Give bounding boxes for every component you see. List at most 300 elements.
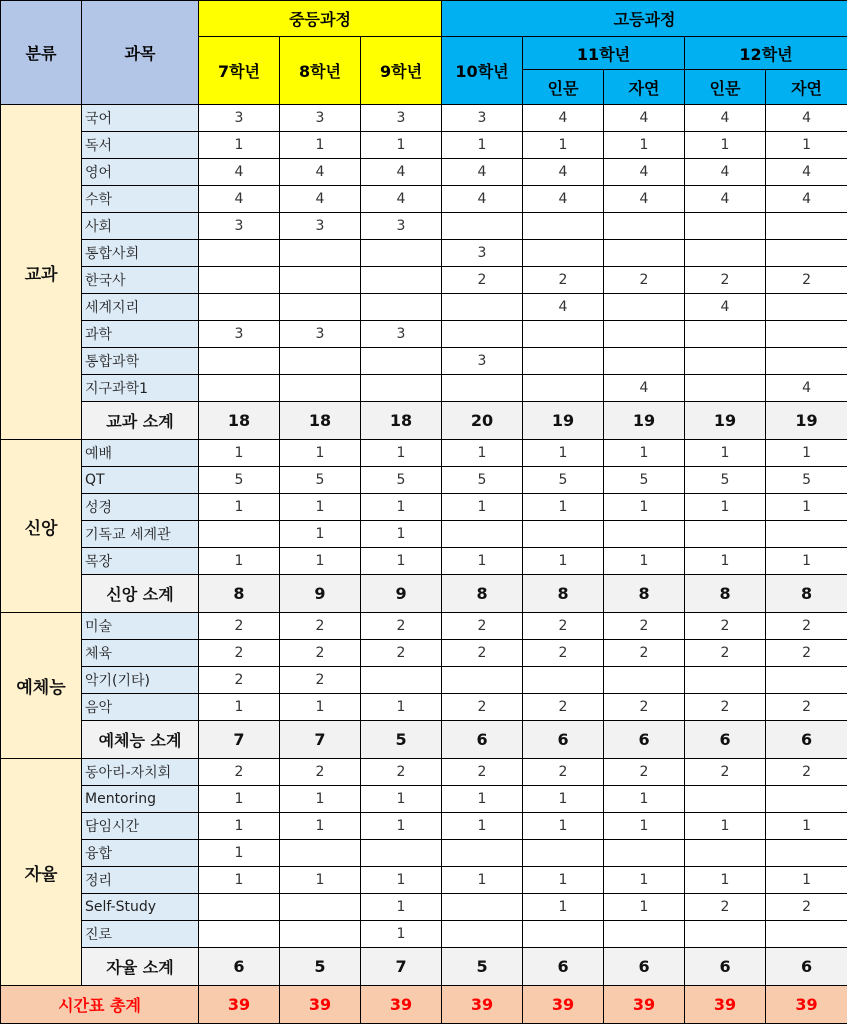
hours-cell: 1 bbox=[604, 132, 685, 159]
hours-cell bbox=[523, 521, 604, 548]
subject-cell: 통합사회 bbox=[82, 240, 199, 267]
hours-cell: 1 bbox=[523, 548, 604, 575]
hours-cell: 1 bbox=[280, 548, 361, 575]
hours-cell: 1 bbox=[685, 440, 766, 467]
hours-cell: 2 bbox=[442, 267, 523, 294]
hours-cell: 2 bbox=[280, 640, 361, 667]
hours-cell: 1 bbox=[442, 440, 523, 467]
subject-header: 과목 bbox=[82, 1, 199, 105]
hours-cell bbox=[199, 348, 280, 375]
table-row bbox=[1, 213, 847, 240]
hours-cell: 1 bbox=[199, 867, 280, 894]
subject-cell: 체육 bbox=[82, 640, 199, 667]
hours-cell: 1 bbox=[199, 786, 280, 813]
hours-cell bbox=[199, 921, 280, 948]
subtotal-label: 신앙 소계 bbox=[82, 575, 199, 613]
hours-cell bbox=[199, 521, 280, 548]
hours-cell bbox=[766, 667, 847, 694]
hours-cell: 1 bbox=[280, 867, 361, 894]
hours-cell: 4 bbox=[280, 159, 361, 186]
subtotal-cell: 18 bbox=[280, 402, 361, 440]
hours-cell bbox=[280, 267, 361, 294]
hours-cell: 1 bbox=[604, 813, 685, 840]
hours-cell bbox=[442, 840, 523, 867]
hours-cell bbox=[280, 894, 361, 921]
hours-cell: 2 bbox=[685, 694, 766, 721]
hours-cell: 4 bbox=[604, 105, 685, 132]
hours-cell: 1 bbox=[361, 894, 442, 921]
hours-cell: 3 bbox=[361, 321, 442, 348]
hours-cell: 1 bbox=[280, 494, 361, 521]
hours-cell: 4 bbox=[604, 159, 685, 186]
hours-cell: 1 bbox=[199, 440, 280, 467]
hours-cell: 4 bbox=[766, 186, 847, 213]
hours-cell bbox=[361, 348, 442, 375]
hours-cell: 2 bbox=[199, 613, 280, 640]
subject-cell: 세계지리 bbox=[82, 294, 199, 321]
hours-cell: 1 bbox=[604, 548, 685, 575]
hours-cell: 1 bbox=[361, 132, 442, 159]
hours-cell: 5 bbox=[766, 467, 847, 494]
hours-cell: 2 bbox=[685, 894, 766, 921]
table-row bbox=[1, 159, 847, 186]
hours-cell: 1 bbox=[685, 132, 766, 159]
hours-cell bbox=[361, 240, 442, 267]
table-row bbox=[1, 440, 847, 467]
hours-cell bbox=[361, 840, 442, 867]
hours-cell bbox=[604, 667, 685, 694]
subtotal-cell: 6 bbox=[442, 721, 523, 759]
subtotal-cell: 19 bbox=[685, 402, 766, 440]
hours-cell bbox=[523, 321, 604, 348]
hours-cell: 1 bbox=[199, 494, 280, 521]
subject-cell: 담임시간 bbox=[82, 813, 199, 840]
hours-cell: 1 bbox=[523, 894, 604, 921]
hours-cell: 1 bbox=[523, 867, 604, 894]
hours-cell: 1 bbox=[280, 694, 361, 721]
hours-cell: 2 bbox=[523, 613, 604, 640]
hours-cell: 3 bbox=[361, 213, 442, 240]
hours-cell bbox=[361, 667, 442, 694]
subtotal-cell: 6 bbox=[604, 948, 685, 986]
hours-cell: 5 bbox=[523, 467, 604, 494]
subtotal-cell: 7 bbox=[280, 721, 361, 759]
hours-cell: 4 bbox=[442, 186, 523, 213]
hours-cell bbox=[523, 840, 604, 867]
table-row bbox=[1, 921, 847, 948]
table-row bbox=[1, 348, 847, 375]
hours-cell: 4 bbox=[685, 159, 766, 186]
hours-cell bbox=[604, 521, 685, 548]
subject-cell: Self-Study bbox=[82, 894, 199, 921]
table-row bbox=[1, 467, 847, 494]
table-row bbox=[1, 813, 847, 840]
hours-cell bbox=[280, 921, 361, 948]
hours-cell: 1 bbox=[361, 813, 442, 840]
grade-11-science-header: 자연 bbox=[604, 70, 685, 105]
hours-cell: 2 bbox=[361, 759, 442, 786]
hours-cell: 1 bbox=[604, 440, 685, 467]
hours-cell bbox=[280, 348, 361, 375]
hours-cell: 2 bbox=[604, 267, 685, 294]
hours-cell: 1 bbox=[442, 494, 523, 521]
hours-cell: 5 bbox=[199, 467, 280, 494]
hours-cell: 4 bbox=[280, 186, 361, 213]
subject-cell: 악기(기타) bbox=[82, 667, 199, 694]
subtotal-row bbox=[1, 402, 847, 440]
subject-cell: 통합과학 bbox=[82, 348, 199, 375]
hours-cell: 4 bbox=[523, 294, 604, 321]
hours-cell: 1 bbox=[766, 813, 847, 840]
hours-cell: 2 bbox=[280, 759, 361, 786]
hours-cell bbox=[766, 321, 847, 348]
hours-cell: 1 bbox=[199, 132, 280, 159]
hours-cell: 2 bbox=[523, 694, 604, 721]
hours-cell: 2 bbox=[199, 640, 280, 667]
subject-cell: 영어 bbox=[82, 159, 199, 186]
subject-cell: 성경 bbox=[82, 494, 199, 521]
table-row bbox=[1, 375, 847, 402]
hours-cell: 1 bbox=[766, 494, 847, 521]
hours-cell: 4 bbox=[361, 186, 442, 213]
hours-cell: 1 bbox=[523, 786, 604, 813]
subtotal-row bbox=[1, 948, 847, 986]
hours-cell: 2 bbox=[280, 667, 361, 694]
grade-9-header: 9학년 bbox=[361, 37, 442, 105]
subtotal-cell: 6 bbox=[766, 948, 847, 986]
hours-cell bbox=[604, 213, 685, 240]
hours-cell bbox=[604, 321, 685, 348]
hours-cell: 2 bbox=[604, 759, 685, 786]
hours-cell bbox=[523, 240, 604, 267]
subject-cell: 음악 bbox=[82, 694, 199, 721]
subtotal-cell: 8 bbox=[199, 575, 280, 613]
total-row bbox=[1, 986, 847, 1024]
hours-cell bbox=[685, 240, 766, 267]
hours-cell: 1 bbox=[280, 786, 361, 813]
grade-10-header: 10학년 bbox=[442, 37, 523, 105]
hours-cell: 1 bbox=[361, 921, 442, 948]
high-course-header: 고등과정 bbox=[442, 1, 847, 37]
hours-cell: 1 bbox=[361, 494, 442, 521]
hours-cell: 2 bbox=[199, 667, 280, 694]
hours-cell: 1 bbox=[523, 494, 604, 521]
hours-cell: 1 bbox=[361, 694, 442, 721]
hours-cell bbox=[280, 840, 361, 867]
subject-cell: Mentoring bbox=[82, 786, 199, 813]
hours-cell bbox=[685, 667, 766, 694]
hours-cell bbox=[685, 348, 766, 375]
grade-12-science-header: 자연 bbox=[766, 70, 847, 105]
hours-cell: 5 bbox=[604, 467, 685, 494]
hours-cell bbox=[685, 840, 766, 867]
subtotal-cell: 19 bbox=[523, 402, 604, 440]
subject-cell: 미술 bbox=[82, 613, 199, 640]
subject-cell: 한국사 bbox=[82, 267, 199, 294]
subject-cell: 동아리-자치회 bbox=[82, 759, 199, 786]
hours-cell: 1 bbox=[280, 521, 361, 548]
subtotal-cell: 8 bbox=[442, 575, 523, 613]
hours-cell bbox=[361, 267, 442, 294]
hours-cell bbox=[766, 213, 847, 240]
hours-cell: 1 bbox=[523, 132, 604, 159]
table-row bbox=[1, 667, 847, 694]
hours-cell bbox=[604, 921, 685, 948]
hours-cell: 4 bbox=[199, 159, 280, 186]
hours-cell: 1 bbox=[523, 813, 604, 840]
hours-cell: 1 bbox=[604, 894, 685, 921]
subject-cell: 진로 bbox=[82, 921, 199, 948]
hours-cell: 2 bbox=[766, 759, 847, 786]
hours-cell: 5 bbox=[280, 467, 361, 494]
subtotal-cell: 5 bbox=[442, 948, 523, 986]
hours-cell bbox=[442, 894, 523, 921]
subject-cell: 융합 bbox=[82, 840, 199, 867]
hours-cell: 4 bbox=[604, 375, 685, 402]
hours-cell: 4 bbox=[361, 159, 442, 186]
hours-cell: 2 bbox=[523, 267, 604, 294]
table-row bbox=[1, 186, 847, 213]
grade-11-header: 11학년 bbox=[523, 37, 685, 70]
hours-cell: 2 bbox=[442, 640, 523, 667]
hours-cell: 2 bbox=[199, 759, 280, 786]
hours-cell bbox=[280, 294, 361, 321]
subtotal-label: 예체능 소계 bbox=[82, 721, 199, 759]
subtotal-cell: 6 bbox=[199, 948, 280, 986]
table-row bbox=[1, 786, 847, 813]
hours-cell bbox=[199, 267, 280, 294]
hours-cell: 3 bbox=[280, 321, 361, 348]
category-header: 분류 bbox=[1, 1, 82, 105]
hours-cell bbox=[604, 240, 685, 267]
hours-cell: 1 bbox=[280, 132, 361, 159]
table-row bbox=[1, 759, 847, 786]
category-cell: 예체능 bbox=[1, 613, 82, 759]
hours-cell: 3 bbox=[361, 105, 442, 132]
hours-cell: 2 bbox=[442, 613, 523, 640]
hours-cell bbox=[199, 240, 280, 267]
hours-cell bbox=[766, 921, 847, 948]
subtotal-cell: 19 bbox=[766, 402, 847, 440]
hours-cell: 4 bbox=[685, 294, 766, 321]
hours-cell bbox=[280, 375, 361, 402]
subtotal-cell: 6 bbox=[766, 721, 847, 759]
subtotal-cell: 7 bbox=[361, 948, 442, 986]
hours-cell: 5 bbox=[442, 467, 523, 494]
table-row bbox=[1, 132, 847, 159]
hours-cell: 5 bbox=[685, 467, 766, 494]
table-row bbox=[1, 840, 847, 867]
total-cell: 39 bbox=[604, 986, 685, 1024]
total-cell: 39 bbox=[442, 986, 523, 1024]
subject-cell: 사회 bbox=[82, 213, 199, 240]
hours-cell: 1 bbox=[766, 440, 847, 467]
hours-cell bbox=[604, 294, 685, 321]
hours-cell: 2 bbox=[766, 267, 847, 294]
hours-cell: 1 bbox=[199, 840, 280, 867]
subject-cell: 목장 bbox=[82, 548, 199, 575]
hours-cell: 1 bbox=[604, 867, 685, 894]
hours-cell bbox=[442, 375, 523, 402]
hours-cell: 2 bbox=[766, 694, 847, 721]
category-cell: 자율 bbox=[1, 759, 82, 986]
hours-cell: 2 bbox=[685, 759, 766, 786]
hours-cell: 3 bbox=[442, 105, 523, 132]
hours-cell: 4 bbox=[685, 105, 766, 132]
grade-8-header: 8학년 bbox=[280, 37, 361, 105]
subtotal-cell: 6 bbox=[685, 721, 766, 759]
subtotal-cell: 18 bbox=[199, 402, 280, 440]
hours-cell bbox=[523, 921, 604, 948]
middle-course-header: 중등과정 bbox=[199, 1, 442, 37]
hours-cell bbox=[442, 667, 523, 694]
total-cell: 39 bbox=[280, 986, 361, 1024]
hours-cell: 2 bbox=[766, 640, 847, 667]
hours-cell bbox=[199, 294, 280, 321]
hours-cell: 1 bbox=[361, 786, 442, 813]
subtotal-cell: 8 bbox=[604, 575, 685, 613]
hours-cell: 1 bbox=[442, 813, 523, 840]
table-header bbox=[1, 1, 847, 105]
hours-cell: 1 bbox=[685, 548, 766, 575]
hours-cell bbox=[523, 375, 604, 402]
subtotal-cell: 8 bbox=[523, 575, 604, 613]
subject-cell: 지구과학1 bbox=[82, 375, 199, 402]
hours-cell bbox=[442, 521, 523, 548]
hours-cell: 3 bbox=[199, 321, 280, 348]
subtotal-cell: 20 bbox=[442, 402, 523, 440]
hours-cell: 2 bbox=[766, 894, 847, 921]
hours-cell bbox=[442, 213, 523, 240]
hours-cell: 3 bbox=[199, 105, 280, 132]
table-row bbox=[1, 105, 847, 132]
total-cell: 39 bbox=[685, 986, 766, 1024]
subject-cell: 수학 bbox=[82, 186, 199, 213]
hours-cell bbox=[604, 348, 685, 375]
hours-cell: 1 bbox=[604, 786, 685, 813]
subtotal-cell: 5 bbox=[361, 721, 442, 759]
hours-cell: 3 bbox=[442, 240, 523, 267]
hours-cell: 1 bbox=[442, 548, 523, 575]
subtotal-cell: 9 bbox=[361, 575, 442, 613]
hours-cell bbox=[523, 213, 604, 240]
hours-cell bbox=[766, 521, 847, 548]
hours-cell: 4 bbox=[685, 186, 766, 213]
table-row bbox=[1, 894, 847, 921]
hours-cell: 2 bbox=[523, 759, 604, 786]
hours-cell: 1 bbox=[361, 867, 442, 894]
hours-cell bbox=[523, 667, 604, 694]
hours-cell bbox=[685, 213, 766, 240]
hours-cell bbox=[766, 786, 847, 813]
hours-cell: 2 bbox=[361, 613, 442, 640]
hours-cell bbox=[766, 294, 847, 321]
hours-cell: 2 bbox=[685, 613, 766, 640]
hours-cell bbox=[685, 521, 766, 548]
hours-cell: 2 bbox=[766, 613, 847, 640]
hours-cell: 1 bbox=[361, 548, 442, 575]
hours-cell: 2 bbox=[442, 694, 523, 721]
subtotal-cell: 6 bbox=[523, 721, 604, 759]
table-row bbox=[1, 521, 847, 548]
hours-cell: 4 bbox=[199, 186, 280, 213]
hours-cell: 1 bbox=[766, 132, 847, 159]
hours-cell: 1 bbox=[280, 813, 361, 840]
table-row bbox=[1, 240, 847, 267]
subtotal-label: 자율 소계 bbox=[82, 948, 199, 986]
hours-cell bbox=[442, 921, 523, 948]
subject-cell: 예배 bbox=[82, 440, 199, 467]
hours-cell: 1 bbox=[604, 494, 685, 521]
grade-7-header: 7학년 bbox=[199, 37, 280, 105]
hours-cell: 4 bbox=[766, 375, 847, 402]
table-row bbox=[1, 321, 847, 348]
table-row bbox=[1, 867, 847, 894]
subtotal-label: 교과 소계 bbox=[82, 402, 199, 440]
subject-cell: 국어 bbox=[82, 105, 199, 132]
hours-cell: 1 bbox=[685, 494, 766, 521]
hours-cell: 4 bbox=[523, 186, 604, 213]
subject-cell: 기독교 세계관 bbox=[82, 521, 199, 548]
hours-cell: 4 bbox=[766, 105, 847, 132]
category-cell: 교과 bbox=[1, 105, 82, 440]
subject-cell: QT bbox=[82, 467, 199, 494]
hours-cell: 1 bbox=[442, 867, 523, 894]
table-body bbox=[1, 105, 847, 1024]
hours-cell: 4 bbox=[523, 105, 604, 132]
hours-cell: 2 bbox=[604, 640, 685, 667]
hours-cell: 1 bbox=[199, 548, 280, 575]
subtotal-cell: 18 bbox=[361, 402, 442, 440]
hours-cell bbox=[685, 375, 766, 402]
subtotal-cell: 8 bbox=[685, 575, 766, 613]
total-cell: 39 bbox=[199, 986, 280, 1024]
hours-cell bbox=[766, 240, 847, 267]
hours-cell: 2 bbox=[604, 613, 685, 640]
total-cell: 39 bbox=[361, 986, 442, 1024]
table-row bbox=[1, 548, 847, 575]
hours-cell bbox=[199, 894, 280, 921]
category-cell: 신앙 bbox=[1, 440, 82, 613]
hours-cell bbox=[604, 840, 685, 867]
hours-cell: 4 bbox=[604, 186, 685, 213]
subtotal-row bbox=[1, 721, 847, 759]
hours-cell: 2 bbox=[442, 759, 523, 786]
hours-cell: 4 bbox=[766, 159, 847, 186]
subtotal-cell: 8 bbox=[766, 575, 847, 613]
hours-cell: 1 bbox=[766, 548, 847, 575]
hours-cell: 1 bbox=[523, 440, 604, 467]
hours-cell: 2 bbox=[685, 267, 766, 294]
hours-cell: 2 bbox=[280, 613, 361, 640]
hours-cell: 2 bbox=[685, 640, 766, 667]
table-row bbox=[1, 494, 847, 521]
hours-cell: 3 bbox=[199, 213, 280, 240]
hours-cell: 1 bbox=[685, 813, 766, 840]
hours-cell: 1 bbox=[442, 786, 523, 813]
total-label: 시간표 총계 bbox=[1, 986, 199, 1024]
hours-cell: 1 bbox=[280, 440, 361, 467]
hours-cell: 3 bbox=[280, 213, 361, 240]
subject-cell: 과학 bbox=[82, 321, 199, 348]
table-row bbox=[1, 294, 847, 321]
hours-cell bbox=[685, 321, 766, 348]
hours-cell bbox=[280, 240, 361, 267]
hours-cell: 1 bbox=[442, 132, 523, 159]
hours-cell: 3 bbox=[280, 105, 361, 132]
hours-cell: 2 bbox=[523, 640, 604, 667]
subtotal-cell: 19 bbox=[604, 402, 685, 440]
